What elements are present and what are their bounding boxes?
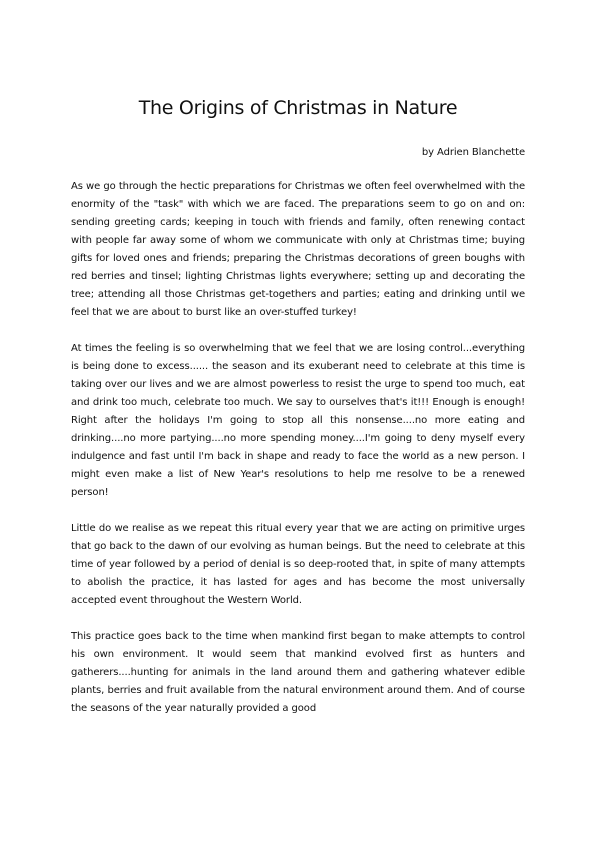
paragraph: Little do we realise as we repeat this ritual every year that we are acting on primitive urges that go back to the dawn of our evolving as human beings. But the need to celebrate at this time of year followed by a period of denial is so deep-rooted that, in spite of many attempts to abolish the practice, it has lasted for ages and has become the most universally accepted event throughout the Western World.	[71, 523, 525, 606]
paragraph: This practice goes back to the time when mankind first began to make attempts to control his own environment. It would seem that mankind evolved first as hunters and gatherers....hunting for animals in the land around them and gathering whatever edible plants, berries and fruit available from the natural environment around them. And of course the seasons of the year naturally provided a good	[71, 631, 525, 714]
body-text	[71, 178, 525, 718]
author-byline: by Adrien Blanchette	[421, 147, 525, 158]
document-title: The Origins of Christmas in Nature	[138, 97, 458, 119]
paragraph: As we go through the hectic preparations for Christmas we often feel overwhelmed with the enormity of the "task" with which we are faced. The preparations seem to go on and on: sending greeting cards; keeping in touch with friends and family, often renewing contact with people far away some of whom we communicate with only at Christmas time; buying gifts for loved ones and friends; preparing the Christmas decorations of green boughs with red berries and tinsel; lighting Christmas lights everywhere; setting up and decorating the tree; attending all those Christmas get-togethers and parties; eating and drinking until we feel that we are about to burst like an over-stuffed turkey!	[71, 181, 525, 318]
paragraph: At times the feeling is so overwhelming that we feel that we are losing control...everything is being done to excess...... the season and its exuberant need to celebrate at this time is taking over our lives and we are almost powerless to resist the urge to spend too much, eat and drink too much, celebrate too much. We say to ourselves that's it!!! Enough is enough! Right after the holidays I'm going to stop all this nonsense....no more eating and drinking....no more partying....no more spending money....I'm going to deny myself every indulgence and fast until I'm back in shape and ready to face the world as a new person. I might even make a list of New Year's resolutions to help me resolve to be a renewed person!	[71, 343, 525, 498]
